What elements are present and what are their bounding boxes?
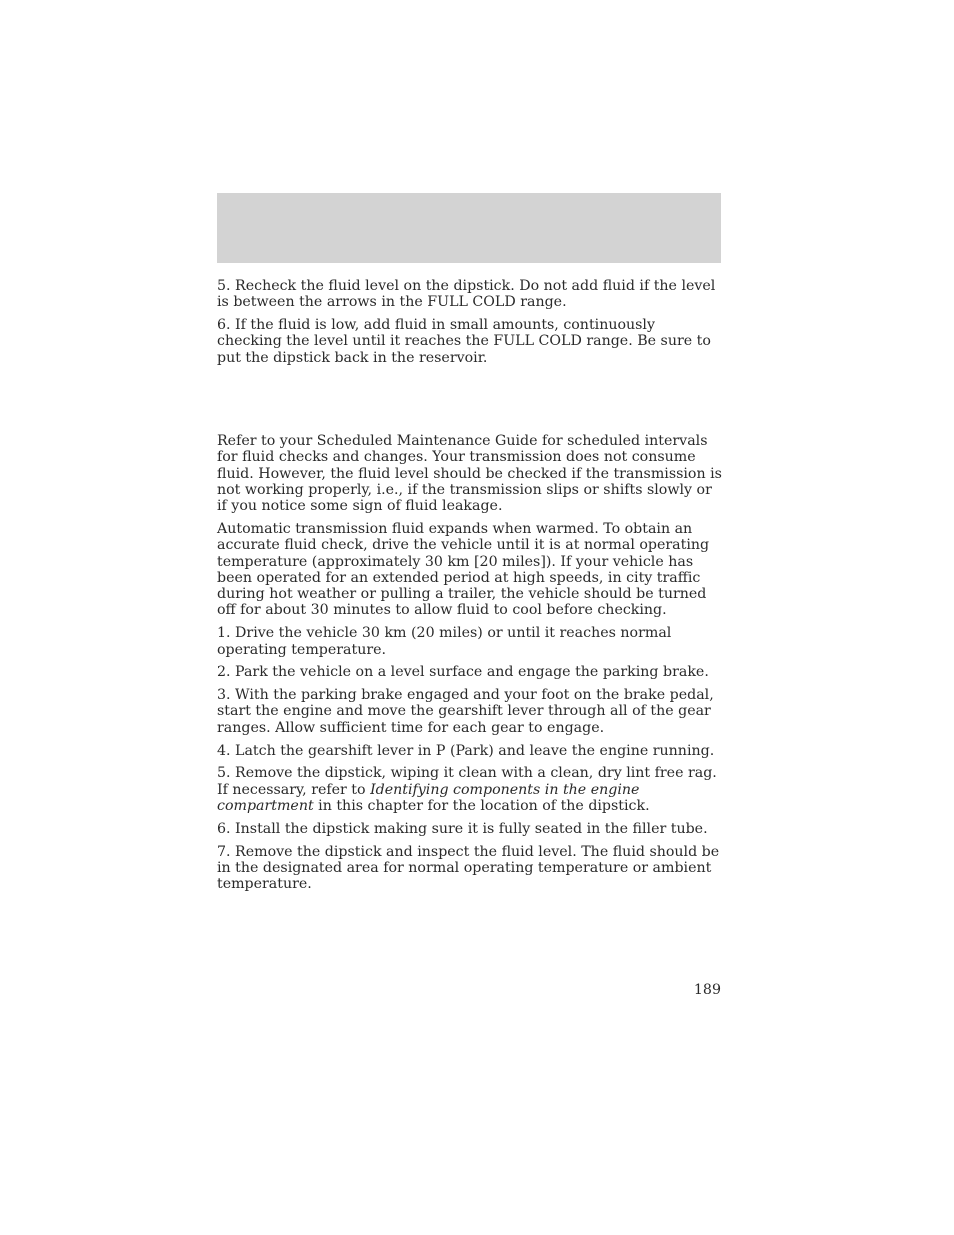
step-3-gears: 3. With the parking brake engaged and your foot on the brake pedal, start the engine and move the gearshift lever through all of the gear ranges. Allow sufficient time for each gear to engage.: [217, 687, 714, 736]
top-steps: [217, 278, 723, 372]
section-header-band: [217, 193, 721, 263]
step-1-drive: 1. Drive the vehicle 30 km (20 miles) or until it reaches normal operating temperature.: [217, 625, 672, 658]
step-6-install-dipstick: 6. Install the dipstick making sure it is fully seated in the filler tube.: [217, 820, 708, 837]
intro-paragraph-2: Automatic transmission fluid expands when warmed. To obtain an accurate fluid check, drive the vehicle until it is at normal operating temperature (approximately 30 km [20 miles]). If your vehicle has been operated for an extended period at high speeds, in city traffic during hot weather or pulling a trailer, the vehicle should be turned off for about 30 minutes to allow fluid to cool before checking.: [217, 520, 710, 619]
step-5-text-before: 5. Remove the dipstick, wiping it clean with a clean, dry lint free rag. If necessary, refer to: [217, 765, 717, 798]
intro-paragraph-1: Refer to your Scheduled Maintenance Guide for scheduled intervals for fluid checks and changes. Your transmission does not consume fluid. However, the fluid level should be checked if the transmission is not working properly, i.e., if the transmission slips or shifts slowly or if you notice some sign of fluid leakage.: [217, 433, 722, 515]
step-5-recheck: 5. Recheck the fluid level on the dipstick. Do not add fluid if the level is between the arrows in the FULL COLD range.: [217, 278, 716, 311]
step-5-reference-italic: Identifying components in the engine compartment: [217, 781, 640, 814]
step-4-latch: 4. Latch the gearshift lever in P (Park) and leave the engine running.: [217, 742, 715, 759]
step-5-remove-dipstick: [217, 765, 723, 814]
step-7-inspect-level: 7. Remove the dipstick and inspect the fluid level. The fluid should be in the designated area for normal operating temperature or ambient temperature.: [217, 843, 720, 893]
step-2-park: 2. Park the vehicle on a level surface and engage the parking brake.: [217, 664, 709, 681]
page-number: 189: [693, 982, 721, 998]
transmission-fluid-section: [217, 433, 723, 899]
step-5-text-after: in this chapter for the location of the dipstick.: [313, 797, 650, 814]
step-6-add-fluid: 6. If the fluid is low, add fluid in small amounts, continuously checking the level until it reaches the FULL COLD range. Be sure to put the dipstick back in the reservoir.: [217, 317, 711, 366]
